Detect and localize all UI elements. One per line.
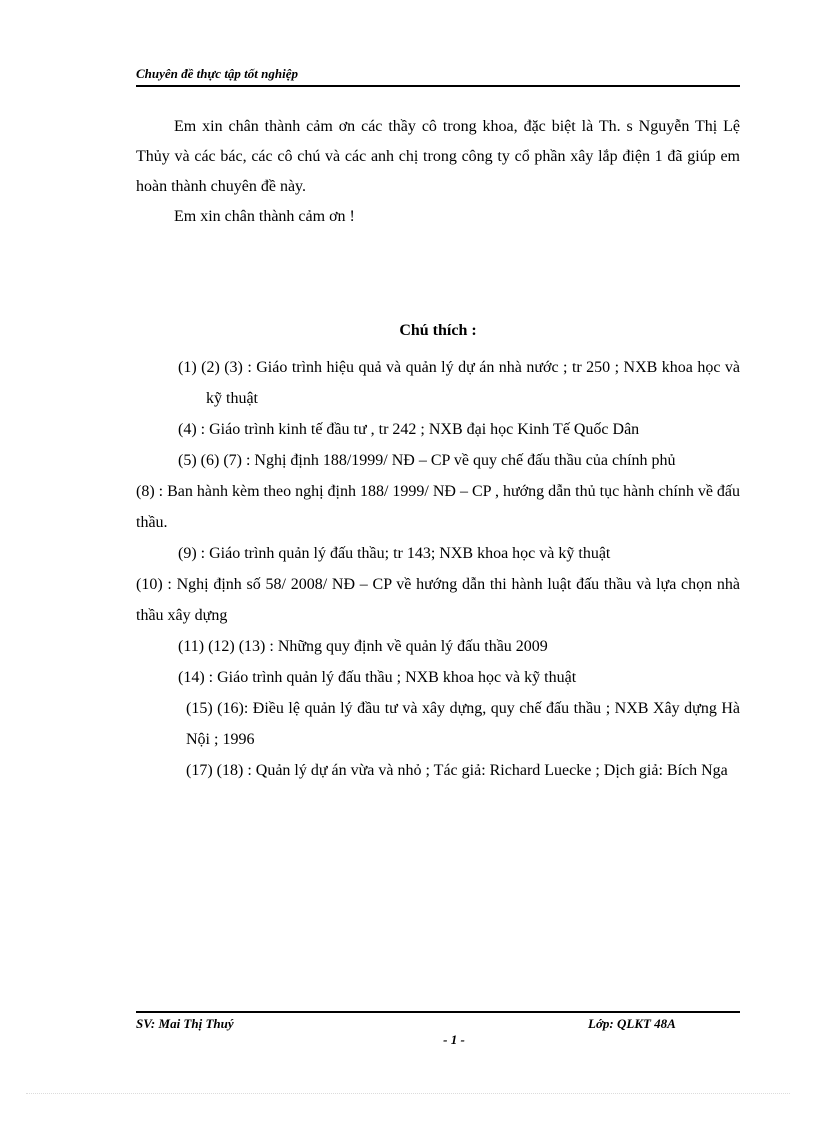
header-divider	[136, 85, 740, 87]
page-bottom-border	[26, 1093, 790, 1094]
page-header-title: Chuyên đề thực tập tốt nghiệp	[136, 66, 298, 81]
note-item: (4) : Giáo trình kinh tế đầu tư , tr 242 ; NXB đại học Kinh Tế Quốc Dân	[178, 421, 640, 438]
footer-class-name: Lớp: QLKT 48A	[588, 1016, 676, 1031]
note-item: (14) : Giáo trình quản lý đấu thầu ; NXB khoa học và kỹ thuật	[178, 669, 577, 686]
note-item: (11) (12) (13) : Những quy định về quản lý đấu thầu 2009	[178, 638, 548, 655]
footer-divider	[136, 1011, 740, 1013]
note-item: (1) (2) (3) : Giáo trình hiệu quả và quản lý dự án nhà nước ; tr 250 ; NXB khoa học và kỹ thuật	[178, 359, 740, 407]
note-item: (10) : Nghị định số 58/ 2008/ NĐ – CP về hướng dẫn thi hành luật đấu thầu và lựa chọn nhà thầu xây dựng	[136, 576, 740, 624]
footer-student-name: SV: Mai Thị Thuý	[136, 1016, 234, 1031]
note-item: (5) (6) (7) : Nghị định 188/1999/ NĐ – CP về quy chế đấu thầu của chính phủ	[178, 452, 676, 469]
note-item: (17) (18) : Quản lý dự án vừa và nhỏ ; Tác giả: Richard Luecke ; Dịch giả: Bích Nga	[186, 762, 728, 779]
note-item: (9) : Giáo trình quản lý đấu thầu; tr 143; NXB khoa học và kỹ thuật	[178, 545, 611, 562]
page-number: - 1 -	[443, 1032, 465, 1047]
notes-list	[136, 352, 741, 786]
acknowledgement-closing: Em xin chân thành cảm ơn !	[174, 208, 355, 225]
note-item: (15) (16): Điều lệ quản lý đầu tư và xây dựng, quy chế đấu thầu ; NXB Xây dựng Hà Nội ; 1996	[186, 700, 740, 748]
acknowledgement-paragraph: Em xin chân thành cảm ơn các thầy cô trong khoa, đặc biệt là Th. s Nguyễn Thị Lệ Thủy và các bác, các cô chú và các anh chị trong công ty cổ phần xây lắp điện 1 đã giúp em hoàn thành chuyên đề này.	[136, 118, 740, 195]
note-item: (8) : Ban hành kèm theo nghị định 188/ 1999/ NĐ – CP , hướng dẫn thủ tục hành chính về đấu thầu.	[136, 483, 741, 531]
notes-heading: Chú thích :	[399, 322, 477, 339]
acknowledgement-section	[136, 112, 740, 232]
